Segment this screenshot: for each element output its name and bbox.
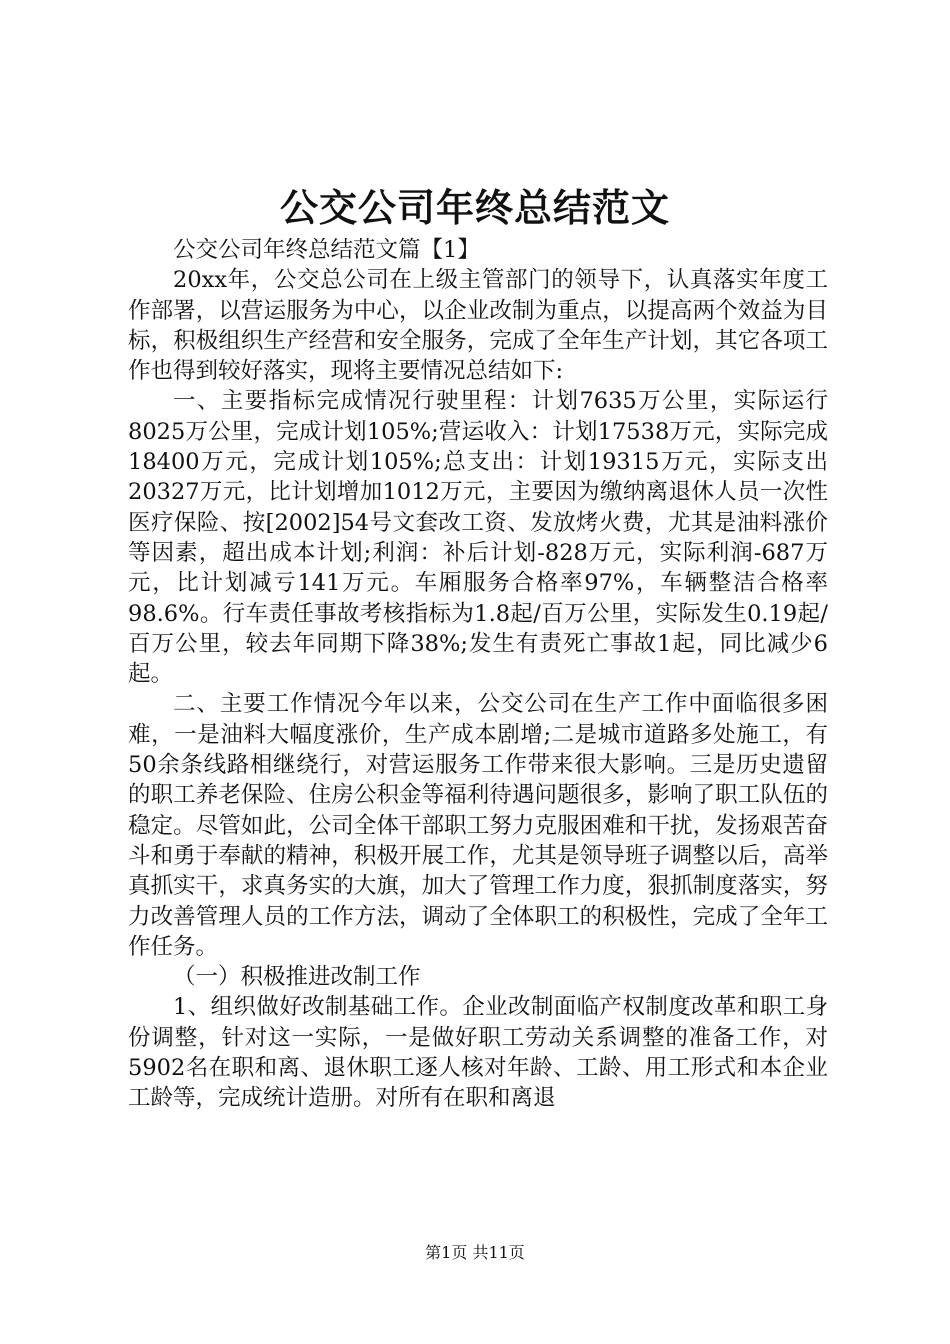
page-footer: 第1页 共11页 (425, 1243, 525, 1262)
section-heading: 公交公司年终总结范文篇【1】 (173, 237, 480, 263)
document-title: 公交公司年终总结范文 (279, 185, 670, 230)
paragraph-work-situation: 二、主要工作情况今年以来，公交公司在生产工作中面临很多困难，一是油料大幅度涨价，生产成本剧增;二是城市道路多处施工，有50余条线路相继绕行，对营运服务工作带来很大影响。三是历史遗留的职工养老保险、住房公积金等福利待遇问题很多，影响了职工队伍的稳定。尽管如此，公司全体干部职工努力克服困难和干扰，发扬艰苦奋斗和勇于奉献的精神，积极开展工作，尤其是领导班子调整以后，高举真抓实干，求真务实的大旗，加大了管理工作力度，狠抓制度落实，努力改善管理人员的工作方法，调动了全体职工的积极性，完成了全年工作任务。 (128, 691, 828, 960)
paragraph-indicators: 一、主要指标完成情况行驶里程：计划7635万公里，实际运行8025万公里，完成计划105%;营运收入：计划17538万元，实际完成18400万元，完成计划105%;总支出：计划19315万元，实际支出20327万元，比计划增加1012万元，主要因为缴纳离退休人员一次性医疗保险、按[2002]54号文套改工资、发放烤火费，尤其是油料涨价等因素，超出成本计划;利润：补后计划-828万元，实际利润-687万元，比计划减亏141万元。车厢服务合格率97%，车辆整洁合格率98.6%。行车责任事故考核指标为1.8起/百万公里，实际发生0.19起/百万公里，较去年同期下降38%;发生有责死亡事故1起，同比减少6起。 (128, 388, 828, 688)
document-body (128, 235, 828, 1114)
subheading-reform: （一）积极推进改制工作 (173, 964, 421, 991)
paragraph-reform-basics: 1、组织做好改制基础工作。企业改制面临产权制度改革和职工身份调整，针对这一实际，一是做好职工劳动关系调整的准备工作，对5902名在职和离、退休职工逐人核对年龄、工龄、用工形式和本企业工龄等，完成统计造册。对所有在职和离退 (128, 994, 828, 1112)
paragraph-intro: 20xx年，公交总公司在上级主管部门的领导下，认真落实年度工作部署，以营运服务为中心，以企业改制为重点，以提高两个效益为目标，积极组织生产经营和安全服务，完成了全年生产计划，其它各项工作也得到较好落实，现将主要情况总结如下: (128, 267, 828, 385)
